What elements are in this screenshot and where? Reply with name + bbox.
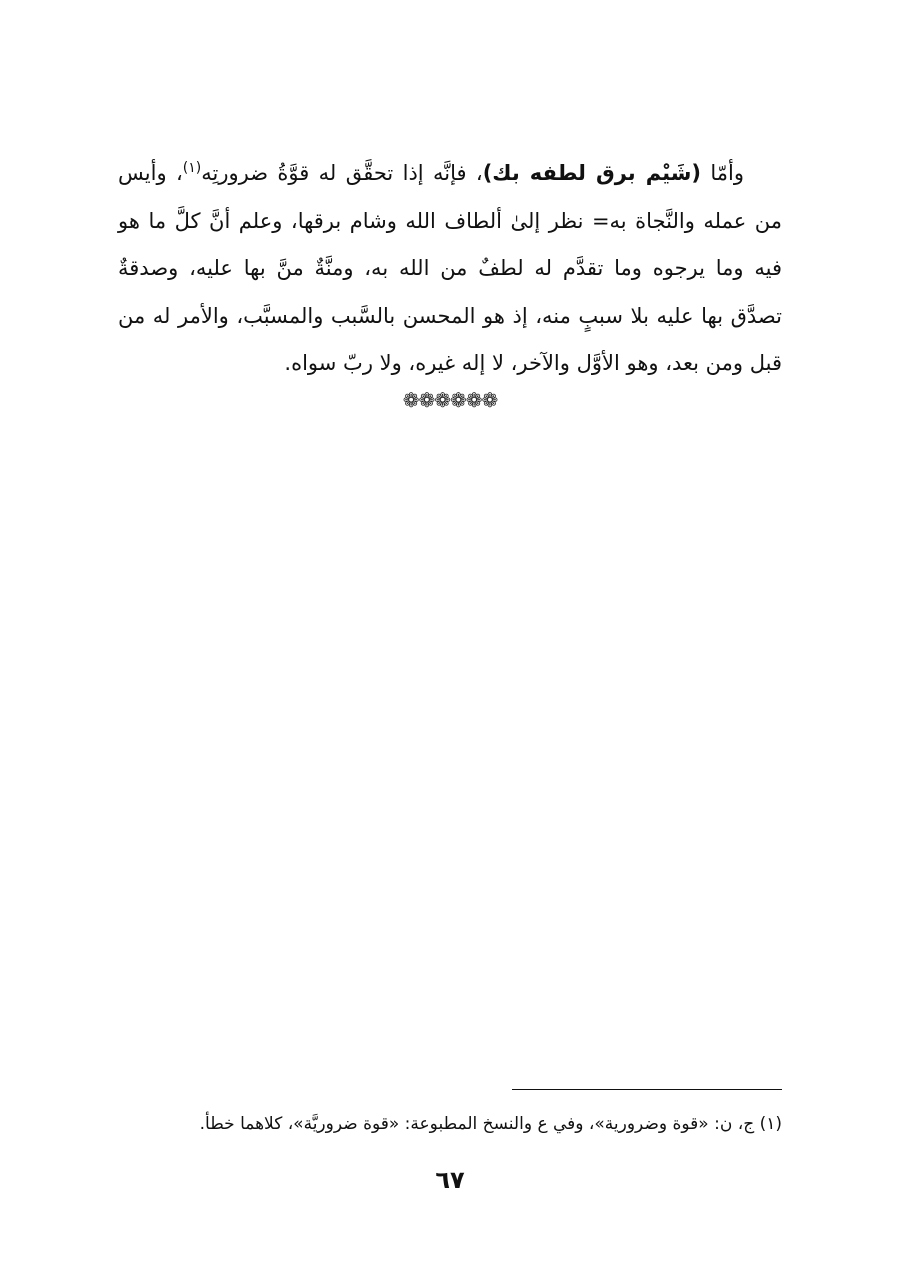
paragraph-text-part-2: ، فإنَّه إذا تحقَّق له قوَّةُ ضرورتِه <box>201 161 483 185</box>
footnote: (١) ج، ن: «قوة وضرورية»، وفي ع والنسخ المطبوعة: «قوة ضروريَّة»، كلاهما خطأ. <box>199 1114 782 1134</box>
bold-phrase: (شَيْم برق لطفه بك) <box>482 161 701 185</box>
footnote-divider <box>512 1089 782 1090</box>
section-ornament-icon: ❁❁❁❁❁❁ <box>402 388 498 412</box>
main-paragraph <box>118 150 782 388</box>
paragraph-text-part-3: ، وأيس من عمله والنَّجاة به= نظر إلىٰ ألطاف الله وشام برقها، وعلم أنَّ كلَّ ما هو فيه وما يرجوه وما تقدَّم له لطفٌ من الله به، ومنَّةٌ منَّ بها عليه، وصدقةٌ تصدَّق بها عليه بلا سببٍ منه، إذ هو المحسن بالسَّبب والمسبَّب، والأمر له من قبل ومن بعد، وهو الأوَّل والآخر، لا إله غيره، ولا ربّ سواه. <box>118 161 782 375</box>
page-number: ٦٧ <box>435 1166 465 1194</box>
footnote-reference: (١) <box>182 160 202 176</box>
paragraph-text-part-1: وأمّا <box>700 161 744 185</box>
